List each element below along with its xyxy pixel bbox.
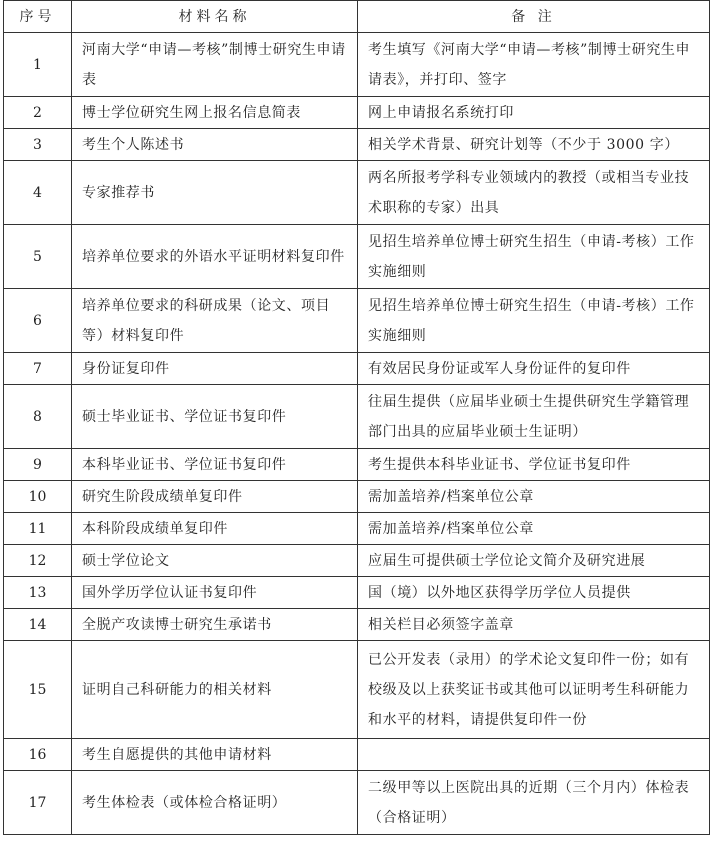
table-row <box>4 449 710 481</box>
row-index: 13 <box>4 577 72 609</box>
table-row <box>4 385 710 449</box>
row-note: 相关栏目必须签字盖章 <box>358 609 710 641</box>
row-index: 15 <box>4 641 72 739</box>
row-note: 需加盖培养/档案单位公章 <box>358 481 710 513</box>
row-name: 全脱产攻读博士研究生承诺书 <box>72 609 358 641</box>
row-name: 证明自己科研能力的相关材料 <box>72 641 358 739</box>
row-index: 11 <box>4 513 72 545</box>
row-name: 身份证复印件 <box>72 353 358 385</box>
row-name: 本科阶段成绩单复印件 <box>72 513 358 545</box>
row-name: 博士学位研究生网上报名信息简表 <box>72 97 358 129</box>
table-row <box>4 577 710 609</box>
table-row <box>4 513 710 545</box>
row-note: 需加盖培养/档案单位公章 <box>358 513 710 545</box>
row-index: 9 <box>4 449 72 481</box>
header-name: 材料名称 <box>72 1 358 33</box>
row-note: 见招生培养单位博士研究生招生（申请-考核）工作实施细则 <box>358 289 710 353</box>
table-row <box>4 481 710 513</box>
row-index: 10 <box>4 481 72 513</box>
row-index: 16 <box>4 739 72 771</box>
row-index: 17 <box>4 771 72 835</box>
row-index: 3 <box>4 129 72 161</box>
table-row <box>4 609 710 641</box>
row-index: 12 <box>4 545 72 577</box>
row-name: 硕士学位论文 <box>72 545 358 577</box>
row-name: 考生个人陈述书 <box>72 129 358 161</box>
row-note: 有效居民身份证或军人身份证件的复印件 <box>358 353 710 385</box>
table-row <box>4 771 710 835</box>
row-name: 硕士毕业证书、学位证书复印件 <box>72 385 358 449</box>
header-index: 序号 <box>4 1 72 33</box>
row-index: 1 <box>4 33 72 97</box>
row-name: 研究生阶段成绩单复印件 <box>72 481 358 513</box>
row-note: 考生提供本科毕业证书、学位证书复印件 <box>358 449 710 481</box>
materials-table <box>3 0 710 835</box>
row-note: 应届生可提供硕士学位论文简介及研究进展 <box>358 545 710 577</box>
row-note: 二级甲等以上医院出具的近期（三个月内）体检表（合格证明） <box>358 771 710 835</box>
row-note: 国（境）以外地区获得学历学位人员提供 <box>358 577 710 609</box>
row-index: 5 <box>4 225 72 289</box>
row-index: 4 <box>4 161 72 225</box>
row-name: 专家推荐书 <box>72 161 358 225</box>
row-name: 培养单位要求的科研成果（论文、项目等）材料复印件 <box>72 289 358 353</box>
row-name: 考生自愿提供的其他申请材料 <box>72 739 358 771</box>
row-index: 7 <box>4 353 72 385</box>
table-row <box>4 739 710 771</box>
table-row <box>4 353 710 385</box>
table-row <box>4 225 710 289</box>
row-index: 14 <box>4 609 72 641</box>
row-name: 国外学历学位认证书复印件 <box>72 577 358 609</box>
table-row <box>4 641 710 739</box>
row-name: 本科毕业证书、学位证书复印件 <box>72 449 358 481</box>
table-row <box>4 545 710 577</box>
table-row <box>4 161 710 225</box>
row-note: 考生填写《河南大学“申请—考核”制博士研究生申请表》，并打印、签字 <box>358 33 710 97</box>
row-note: 相关学术背景、研究计划等（不少于 3000 字） <box>358 129 710 161</box>
row-name: 考生体检表（或体检合格证明） <box>72 771 358 835</box>
row-index: 8 <box>4 385 72 449</box>
row-name: 培养单位要求的外语水平证明材料复印件 <box>72 225 358 289</box>
row-note: 已公开发表（录用）的学术论文复印件一份；如有校级及以上获奖证书或其他可以证明考生科研能力和水平的材料，请提供复印件一份 <box>358 641 710 739</box>
row-index: 2 <box>4 97 72 129</box>
table-row <box>4 129 710 161</box>
row-note: 网上申请报名系统打印 <box>358 97 710 129</box>
row-note <box>358 739 710 771</box>
row-note: 两名所报考学科专业领域内的教授（或相当专业技术职称的专家）出具 <box>358 161 710 225</box>
table-row <box>4 33 710 97</box>
table-header-row <box>4 1 710 33</box>
row-note: 见招生培养单位博士研究生招生（申请-考核）工作实施细则 <box>358 225 710 289</box>
row-index: 6 <box>4 289 72 353</box>
header-note: 备 注 <box>358 1 710 33</box>
table-row <box>4 289 710 353</box>
table-row <box>4 97 710 129</box>
row-note: 往届生提供（应届毕业硕士生提供研究生学籍管理部门出具的应届毕业硕士生证明） <box>358 385 710 449</box>
row-name: 河南大学“申请—考核”制博士研究生申请表 <box>72 33 358 97</box>
